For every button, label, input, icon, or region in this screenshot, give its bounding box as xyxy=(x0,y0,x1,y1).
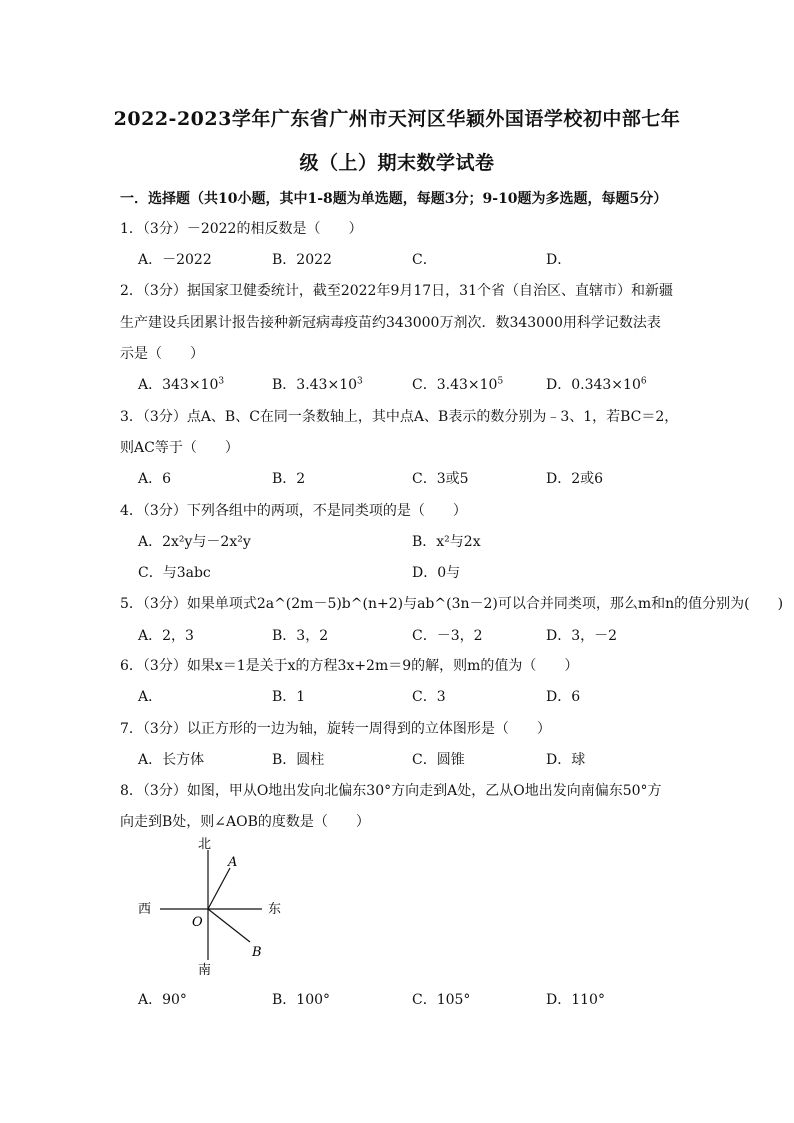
question-1-option-c: C． xyxy=(412,252,437,268)
question-7-option-a: A．长方体 xyxy=(138,752,205,768)
question-1-stem: 1．（3分）－2022的相反数是（ ） xyxy=(120,221,363,237)
question-5-option-a: A．2，3 xyxy=(138,628,194,644)
question-8-option-d: D．110° xyxy=(546,992,605,1008)
question-5-option-d: D．3，－2 xyxy=(546,628,618,644)
compass-figure xyxy=(130,836,310,976)
question-7-stem: 7．（3分）以正方形的一边为轴，旋转一周得到的立体图形是（ ） xyxy=(120,721,551,737)
question-4-option-d: D．0与 xyxy=(412,565,461,581)
label-north: 北 xyxy=(198,837,212,852)
question-4-option-a: A．2x²y与－2x²y xyxy=(138,534,251,550)
question-1-option-d: D． xyxy=(546,252,572,268)
label-east: 东 xyxy=(268,902,282,917)
question-5-stem: 5．（3分）如果单项式2a^(2m－5)b^(n+2)与ab^(3n－2)可以合并同类项，那么m和n的值分别为( ) xyxy=(120,596,784,612)
question-7-option-c: C．圆锥 xyxy=(412,752,465,768)
question-2-option-c: C．$3.43\times 10^5$ xyxy=(412,376,504,393)
question-6-option-b: B．1 xyxy=(272,689,306,705)
question-6-option-c: C．3 xyxy=(412,689,446,705)
section-heading: 一．选择题（共10小题，其中1-8题为单选题，每题3分；9-10题为多选题，每题5分） xyxy=(120,191,668,207)
question-6-option-a: A． xyxy=(138,689,163,705)
ray-ob xyxy=(208,909,250,942)
question-7-option-d: D．球 xyxy=(546,752,586,768)
question-3-option-a: A．6 xyxy=(138,471,172,487)
question-4-stem: 4．（3分）下列各组中的两项，不是同类项的是（ ） xyxy=(120,503,467,519)
label-origin: O xyxy=(192,915,203,930)
question-8-option-b: B．100° xyxy=(272,992,331,1008)
label-west: 西 xyxy=(138,902,152,917)
question-1-option-b: B．2022 xyxy=(272,252,332,268)
question-6-stem: 6．（3分）如果x＝1是关于x的方程3x+2m＝9的解，则m的值为（ ） xyxy=(120,658,579,674)
question-4-option-c: C．与3abc xyxy=(138,565,211,581)
question-2-stem-line1: 2．（3分）据国家卫健委统计，截至2022年9月17日，31个省（自治区、直辖市）和新疆 xyxy=(120,283,673,299)
ray-oa xyxy=(208,868,230,909)
label-south: 南 xyxy=(198,963,212,976)
exam-title-line2: 级（上）期末数学试卷 xyxy=(299,152,495,174)
question-4-option-b: B．x²与2x xyxy=(412,534,481,550)
question-8-stem-line2: 向走到B处，则∠AOB的度数是（ ） xyxy=(120,814,370,830)
exam-title-line1: 2022-2023学年广东省广州市天河区华颖外国语学校初中部七年 xyxy=(113,108,681,130)
question-2-option-b: B．$3.43\times 10^3$ xyxy=(272,376,363,393)
question-3-option-c: C．3或5 xyxy=(412,471,469,487)
question-2-option-a: A．$343\times 10^3$ xyxy=(138,376,225,393)
question-8-stem-line1: 8．（3分）如图，甲从O地出发向北偏东30°方向走到A处，乙从O地出发向南偏东50°方 xyxy=(120,783,662,799)
question-8-option-c: C．105° xyxy=(412,992,471,1008)
question-2-option-d: D．$0.343\times 10^6$ xyxy=(546,376,647,393)
question-5-option-b: B．3，2 xyxy=(272,628,329,644)
label-point-a: A xyxy=(228,855,238,870)
label-point-b: B xyxy=(252,945,262,960)
question-3-stem-line2: 则AC等于（ ） xyxy=(120,440,239,456)
question-3-stem-line1: 3．（3分）点A、B、C在同一条数轴上，其中点A、B表示的数分别为﹣3、1，若BC＝2， xyxy=(120,409,679,425)
question-3-option-b: B．2 xyxy=(272,471,306,487)
question-8-option-a: A．90° xyxy=(138,992,187,1008)
question-2-stem-line3: 示是（ ） xyxy=(120,346,204,362)
question-1-option-a: A．－2022 xyxy=(138,252,212,268)
question-6-option-d: D．6 xyxy=(546,689,581,705)
question-2-stem-line2: 生产建设兵团累计报告接种新冠病毒疫苗约343000万剂次．数343000用科学记数法表 xyxy=(120,315,661,331)
question-7-option-b: B．圆柱 xyxy=(272,752,325,768)
question-3-option-d: D．2或6 xyxy=(546,471,604,487)
question-5-option-c: C．－3，2 xyxy=(412,628,483,644)
